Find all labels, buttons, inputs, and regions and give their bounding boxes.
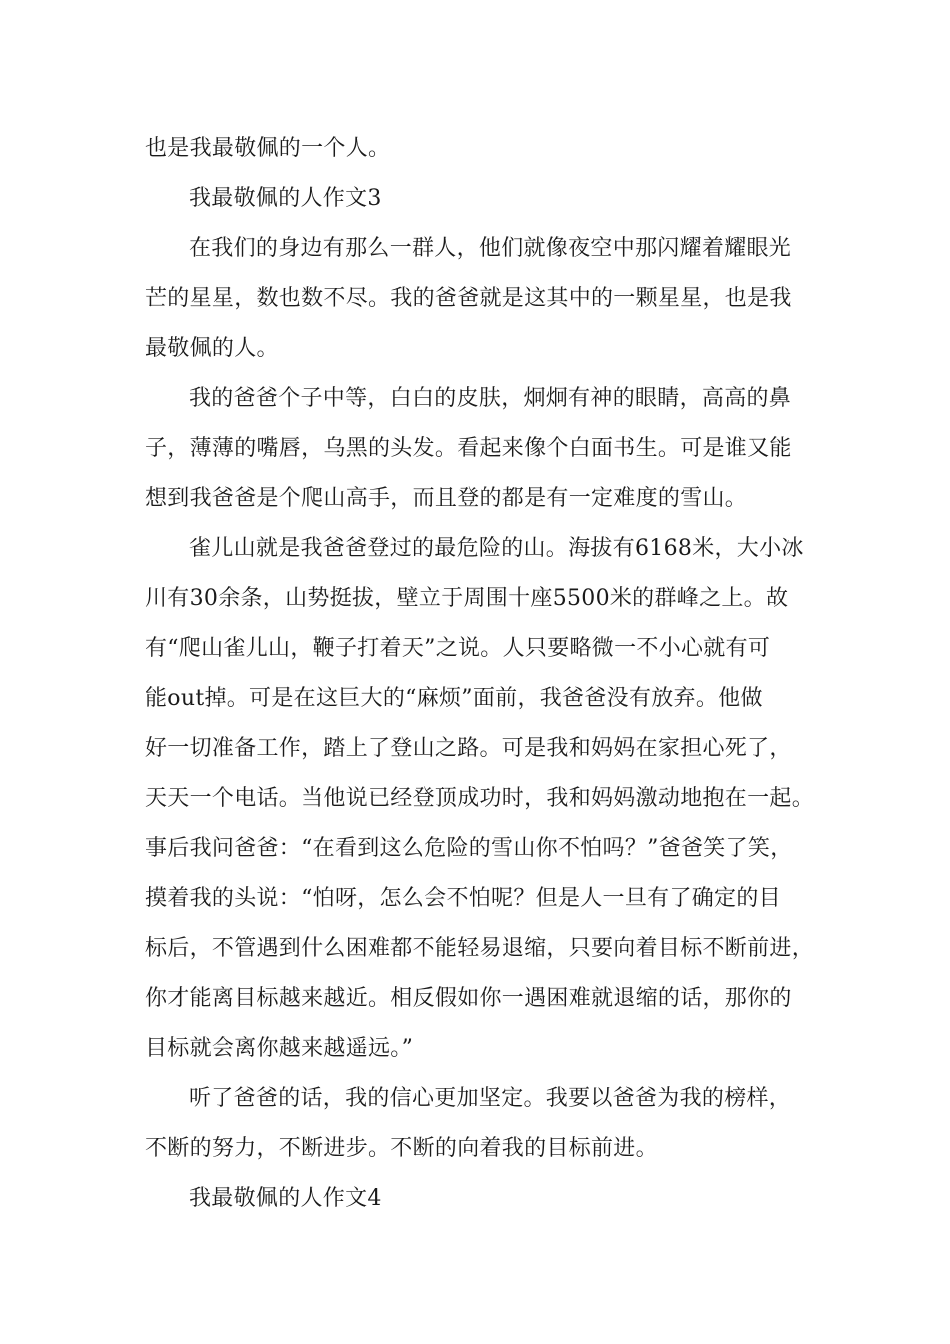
paragraph-line: 好一切准备工作，踏上了登山之路。可是我和妈妈在家担心死了， (145, 736, 792, 761)
paragraph-line: 芒的星星，数也数不尽。我的爸爸就是这其中的一颗星星，也是我 (145, 286, 792, 311)
paragraph-line: 摸着我的头说：“怕呀，怎么会不怕呢？但是人一旦有了确定的目 (145, 886, 781, 911)
paragraph-line: 听了爸爸的话，我的信心更加坚定。我要以爸爸为我的榜样， (189, 1086, 792, 1111)
paragraph-line: 最敬佩的人。 (145, 336, 279, 361)
paragraph-line: 事后我问爸爸：“在看到这么危险的雪山你不怕吗？”爸爸笑了笑， (145, 836, 793, 861)
paragraph-line: 你才能离目标越来越近。相反假如你一遇困难就退缩的话，那你的 (145, 986, 792, 1011)
paragraph-line: 不断的努力，不断进步。不断的向着我的目标前进。 (145, 1136, 658, 1161)
paragraph-line: 雀儿山就是我爸爸登过的最危险的山。海拔有6168米，大小冰 (189, 536, 804, 561)
paragraph-line: 天天一个电话。当他说已经登顶成功时，我和妈妈激动地抱在一起。 (145, 786, 815, 811)
paragraph-line: 想到我爸爸是个爬山高手，而且登的都是有一定难度的雪山。 (145, 486, 748, 511)
paragraph-line: 也是我最敬佩的一个人。 (145, 136, 391, 161)
section-heading: 我最敬佩的人作文4 (189, 1186, 382, 1211)
document-body (145, 124, 815, 1224)
paragraph-line: 我的爸爸个子中等，白白的皮肤，炯炯有神的眼睛，高高的鼻 (189, 386, 792, 411)
paragraph-line: 有“爬山雀儿山，鞭子打着天”之说。人只要略微一不小心就有可 (145, 636, 771, 661)
paragraph-line: 能out掉。可是在这巨大的“麻烦”面前，我爸爸没有放弃。他做 (145, 686, 763, 711)
paragraph-line: 川有30余条，山势挺拔，壁立于周围十座5500米的群峰之上。故 (145, 586, 789, 611)
paragraph-line: 标后，不管遇到什么困难都不能轻易退缩，只要向着目标不断前进， (145, 936, 815, 961)
paragraph-line: 子，薄薄的嘴唇，乌黑的头发。看起来像个白面书生。可是谁又能 (145, 436, 792, 461)
paragraph-line: 目标就会离你越来越遥远。” (145, 1036, 414, 1061)
section-heading: 我最敬佩的人作文3 (189, 186, 382, 211)
paragraph-line: 在我们的身边有那么一群人，他们就像夜空中那闪耀着耀眼光 (189, 236, 792, 261)
